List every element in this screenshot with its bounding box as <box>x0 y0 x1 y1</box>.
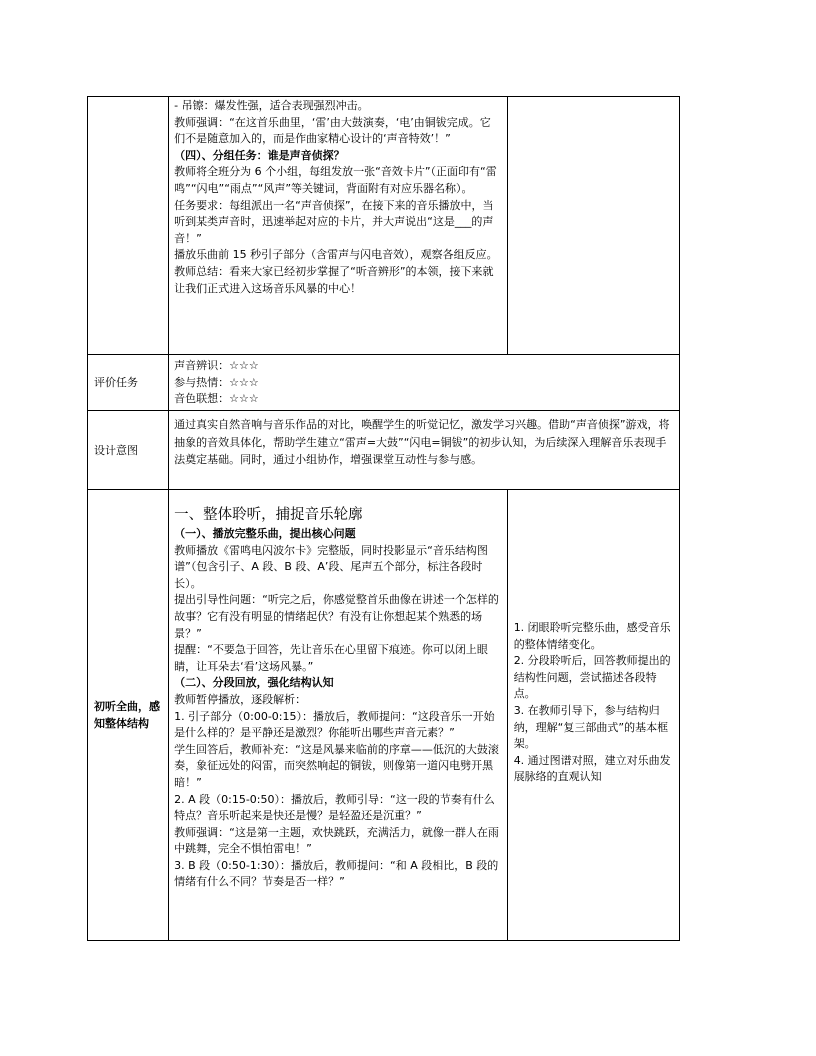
body-paragraph: 通过真实自然音响与音乐作品的对比，唤醒学生的听觉记忆，激发学习兴趣。借助“声音侦探”游戏，将抽象的音效具体化，帮助学生建立“雷声=大鼓”“闪电=铜钹”的初步认知，为后续深入理解音乐表现手法奠定基础。同时，通过小组协作，增强课堂互动性与参与感。 <box>174 418 670 466</box>
activity-item: 3. 在教师引导下，参与结构归纳，理解“复三部曲式”的基本框架。 <box>513 703 669 751</box>
row-label-cell <box>88 97 169 355</box>
section-heading: （四）、分组任务：谁是声音侦探？ <box>174 148 345 162</box>
section-heading: （一）、播放完整乐曲，提出核心问题 <box>174 527 356 540</box>
main-content-cell <box>169 97 508 355</box>
main-content-cell <box>169 490 508 941</box>
body-line: 提出引导性问题：“听完之后，你感觉整首乐曲像在讲述一个怎样的故事？它有没有明显的情绪起伏？有没有让你想起某个熟悉的场景？” <box>174 593 499 640</box>
table-row <box>88 97 680 355</box>
body-line: 教师播放《雷鸣电闪波尔卡》完整版，同时投影显示“音乐结构图谱”（包含引子、A 段、B 段、A’段、尾声五个部分，标注各段时长）。 <box>174 543 488 590</box>
activity-item: 4. 通过图谱对照，建立对乐曲发展脉络的直观认知 <box>513 753 671 784</box>
row-label-cell <box>88 490 169 941</box>
rating-line: 音色联想：☆☆☆ <box>174 392 259 406</box>
row-label: 初听全曲，感知整体结构 <box>94 700 160 730</box>
body-line: 2. A 段（0:15-0:50）：播放后，教师引导：“这一段的节奏有什么特点？音乐听起来是快还是慢？是轻盈还是沉重？” <box>174 792 495 823</box>
body-line: 教师强调：“这是第一主题，欢快跳跃，充满活力，就像一群人在雨中跳舞，完全不惧怕雷电！” <box>174 825 499 856</box>
body-line: 教师将全班分为 6 个小组，每组发放一张“音效卡片”（正面印有“雷鸣”“闪电”“雨点”“风声”等关键词，背面附有对应乐器名称）。 <box>174 165 497 195</box>
table-row <box>88 490 680 941</box>
body-line: 提醒：“不要急于回答，先让音乐在心里留下痕迹。你可以闭上眼睛，让耳朵去‘看’这场风暴。” <box>174 643 488 673</box>
body-line: 教师暂停播放，逐段解析： <box>174 692 307 706</box>
table-row <box>88 411 680 490</box>
lesson-plan-table <box>87 96 680 941</box>
body-line: 3. B 段（0:50-1:30）：播放后，教师提问：“和 A 段相比，B 段的情绪有什么不同？节奏是否一样？” <box>174 858 499 889</box>
row-label-cell <box>88 355 169 411</box>
row-label-cell <box>88 411 169 490</box>
body-line: 任务要求：每组派出一名“声音侦探”，在接下来的音乐播放中，当听到某类声音时，迅速举起对应的卡片，并大声说出“这是___的声音！” <box>174 198 494 245</box>
rating-line: 声音辨识：☆☆☆ <box>174 359 259 372</box>
body-line: 播放乐曲前 15 秒引子部分（含雷声与闪电音效），观察各组反应。 <box>174 248 498 262</box>
activity-item: 1. 闭眼聆听完整乐曲，感受音乐的整体情绪变化。 <box>513 621 671 651</box>
rating-line: 参与热情：☆☆☆ <box>174 375 259 389</box>
student-activity-cell <box>507 490 679 941</box>
body-line: - 吊镲：爆发性强，适合表现强烈冲击。 <box>174 99 369 112</box>
activity-item: 2. 分段聆听后，回答教师提出的结构性问题，尝试描述各段特点。 <box>513 654 671 701</box>
row-label: 设计意图 <box>94 443 138 457</box>
main-content-cell <box>169 411 680 490</box>
table-row <box>88 355 680 411</box>
part-heading: 一、整体聆听，捕捉音乐轮廓 <box>174 507 363 523</box>
body-line: 1. 引子部分（0:00-0:15）：播放后，教师提问：“这段音乐一开始是什么样的？是平静还是激烈？你能听出哪些声音元素？” <box>174 709 495 740</box>
body-line: 教师总结：看来大家已经初步掌握了“听音辨形”的本领，接下来就让我们正式进入这场音乐风暴的中心！ <box>174 264 494 295</box>
body-line: 教师强调：“在这首乐曲里，‘雷’由大鼓演奏，‘电’由铜钹完成。它们不是随意加入的，而是作曲家精心设计的‘声音特效’！” <box>174 115 491 146</box>
section-heading: （二）、分段回放，强化结构认知 <box>174 676 334 690</box>
main-content-cell <box>169 355 680 411</box>
student-activity-cell <box>507 97 679 355</box>
row-label: 评价任务 <box>94 376 138 389</box>
body-line: 学生回答后，教师补充：“这是风暴来临前的序章——低沉的大鼓滚奏，象征远处的闷雷，而突然响起的铜钹，则像第一道闪电劈开黑暗！” <box>174 742 499 789</box>
